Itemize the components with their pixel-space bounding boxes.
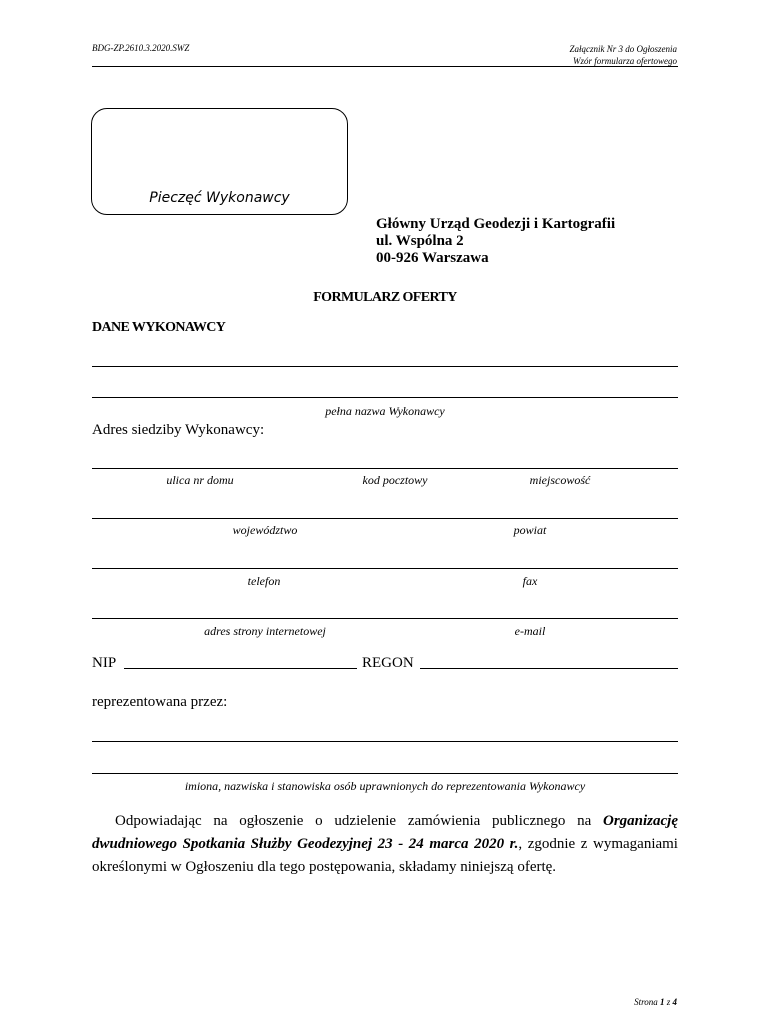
recipient-name: Główny Urząd Geodezji i Kartografii: [376, 216, 616, 232]
regon-label: REGON: [362, 655, 414, 671]
recipient-street: ul. Wspólna 2: [376, 233, 464, 249]
city-caption: miejscowość: [529, 473, 591, 487]
website-caption: adres strony internetowej: [204, 624, 326, 638]
document-reference: BDG-ZP.2610.3.2020.SWZ: [92, 43, 190, 53]
nip-label: NIP: [92, 655, 117, 671]
attachment-title: Załącznik Nr 3 do Ogłoszenia: [569, 44, 677, 54]
voivodeship-caption: województwo: [232, 523, 298, 537]
recipient-address: [376, 216, 615, 267]
current-page: 1: [659, 997, 665, 1007]
offer-declaration-paragraph: [92, 810, 678, 879]
phone-fax-field-line[interactable]: [92, 568, 678, 569]
full-name-field-line-1[interactable]: [92, 366, 678, 367]
attachment-subtitle: Wzór formularza ofertowego: [572, 56, 677, 66]
page-separator: z: [666, 997, 671, 1007]
fax-caption: fax: [522, 574, 538, 588]
section-title: DANE WYKONAWCY: [92, 320, 226, 335]
address-label: Adres siedziby Wykonawcy:: [92, 422, 265, 438]
nip-regon-row: [92, 655, 678, 675]
recipient-city: 00-926 Warszawa: [376, 250, 489, 266]
paragraph-intro: Odpowiadając na ogłoszenie o udzielenie zamówienia publicznego na: [115, 813, 603, 829]
address-field-line[interactable]: [92, 468, 678, 469]
attachment-note: [569, 43, 677, 67]
form-title: FORMULARZ OFERTY: [313, 290, 457, 305]
header-divider: [92, 66, 678, 67]
page-number: [634, 997, 677, 1007]
paragraph-conclusion: , zgodnie z wymaganiami określonymi w Ogłoszeniu dla tego postępowania, składamy niniejszą ofertę.: [92, 836, 678, 875]
total-pages: 4: [672, 997, 677, 1007]
phone-caption: telefon: [247, 574, 281, 588]
representatives-field-line-2[interactable]: [92, 773, 678, 774]
full-name-field-line-2[interactable]: [92, 397, 678, 398]
street-caption: ulica nr domu: [166, 473, 234, 487]
represented-label: reprezentowana przez:: [92, 694, 228, 710]
regon-field-line[interactable]: [420, 668, 678, 669]
county-caption: powiat: [513, 523, 547, 537]
stamp-label: Pieczęć Wykonawcy: [149, 190, 290, 206]
representatives-caption: imiona, nazwiska i stanowiska osób uprawnionych do reprezentowania Wykonawcy: [184, 779, 586, 793]
nip-field-line[interactable]: [124, 668, 357, 669]
region-field-line[interactable]: [92, 518, 678, 519]
email-caption: e-mail: [514, 624, 546, 638]
page-prefix: Strona: [634, 997, 658, 1007]
postcode-caption: kod pocztowy: [362, 473, 428, 487]
web-email-field-line[interactable]: [92, 618, 678, 619]
full-name-caption: pełna nazwa Wykonawcy: [325, 404, 445, 418]
representatives-field-line-1[interactable]: [92, 741, 678, 742]
contract-subject: Organizację dwudniowego Spotkania Służby Geodezyjnej 23 - 24 marca 2020 r.: [92, 813, 678, 852]
contractor-stamp-box[interactable]: [91, 108, 348, 215]
